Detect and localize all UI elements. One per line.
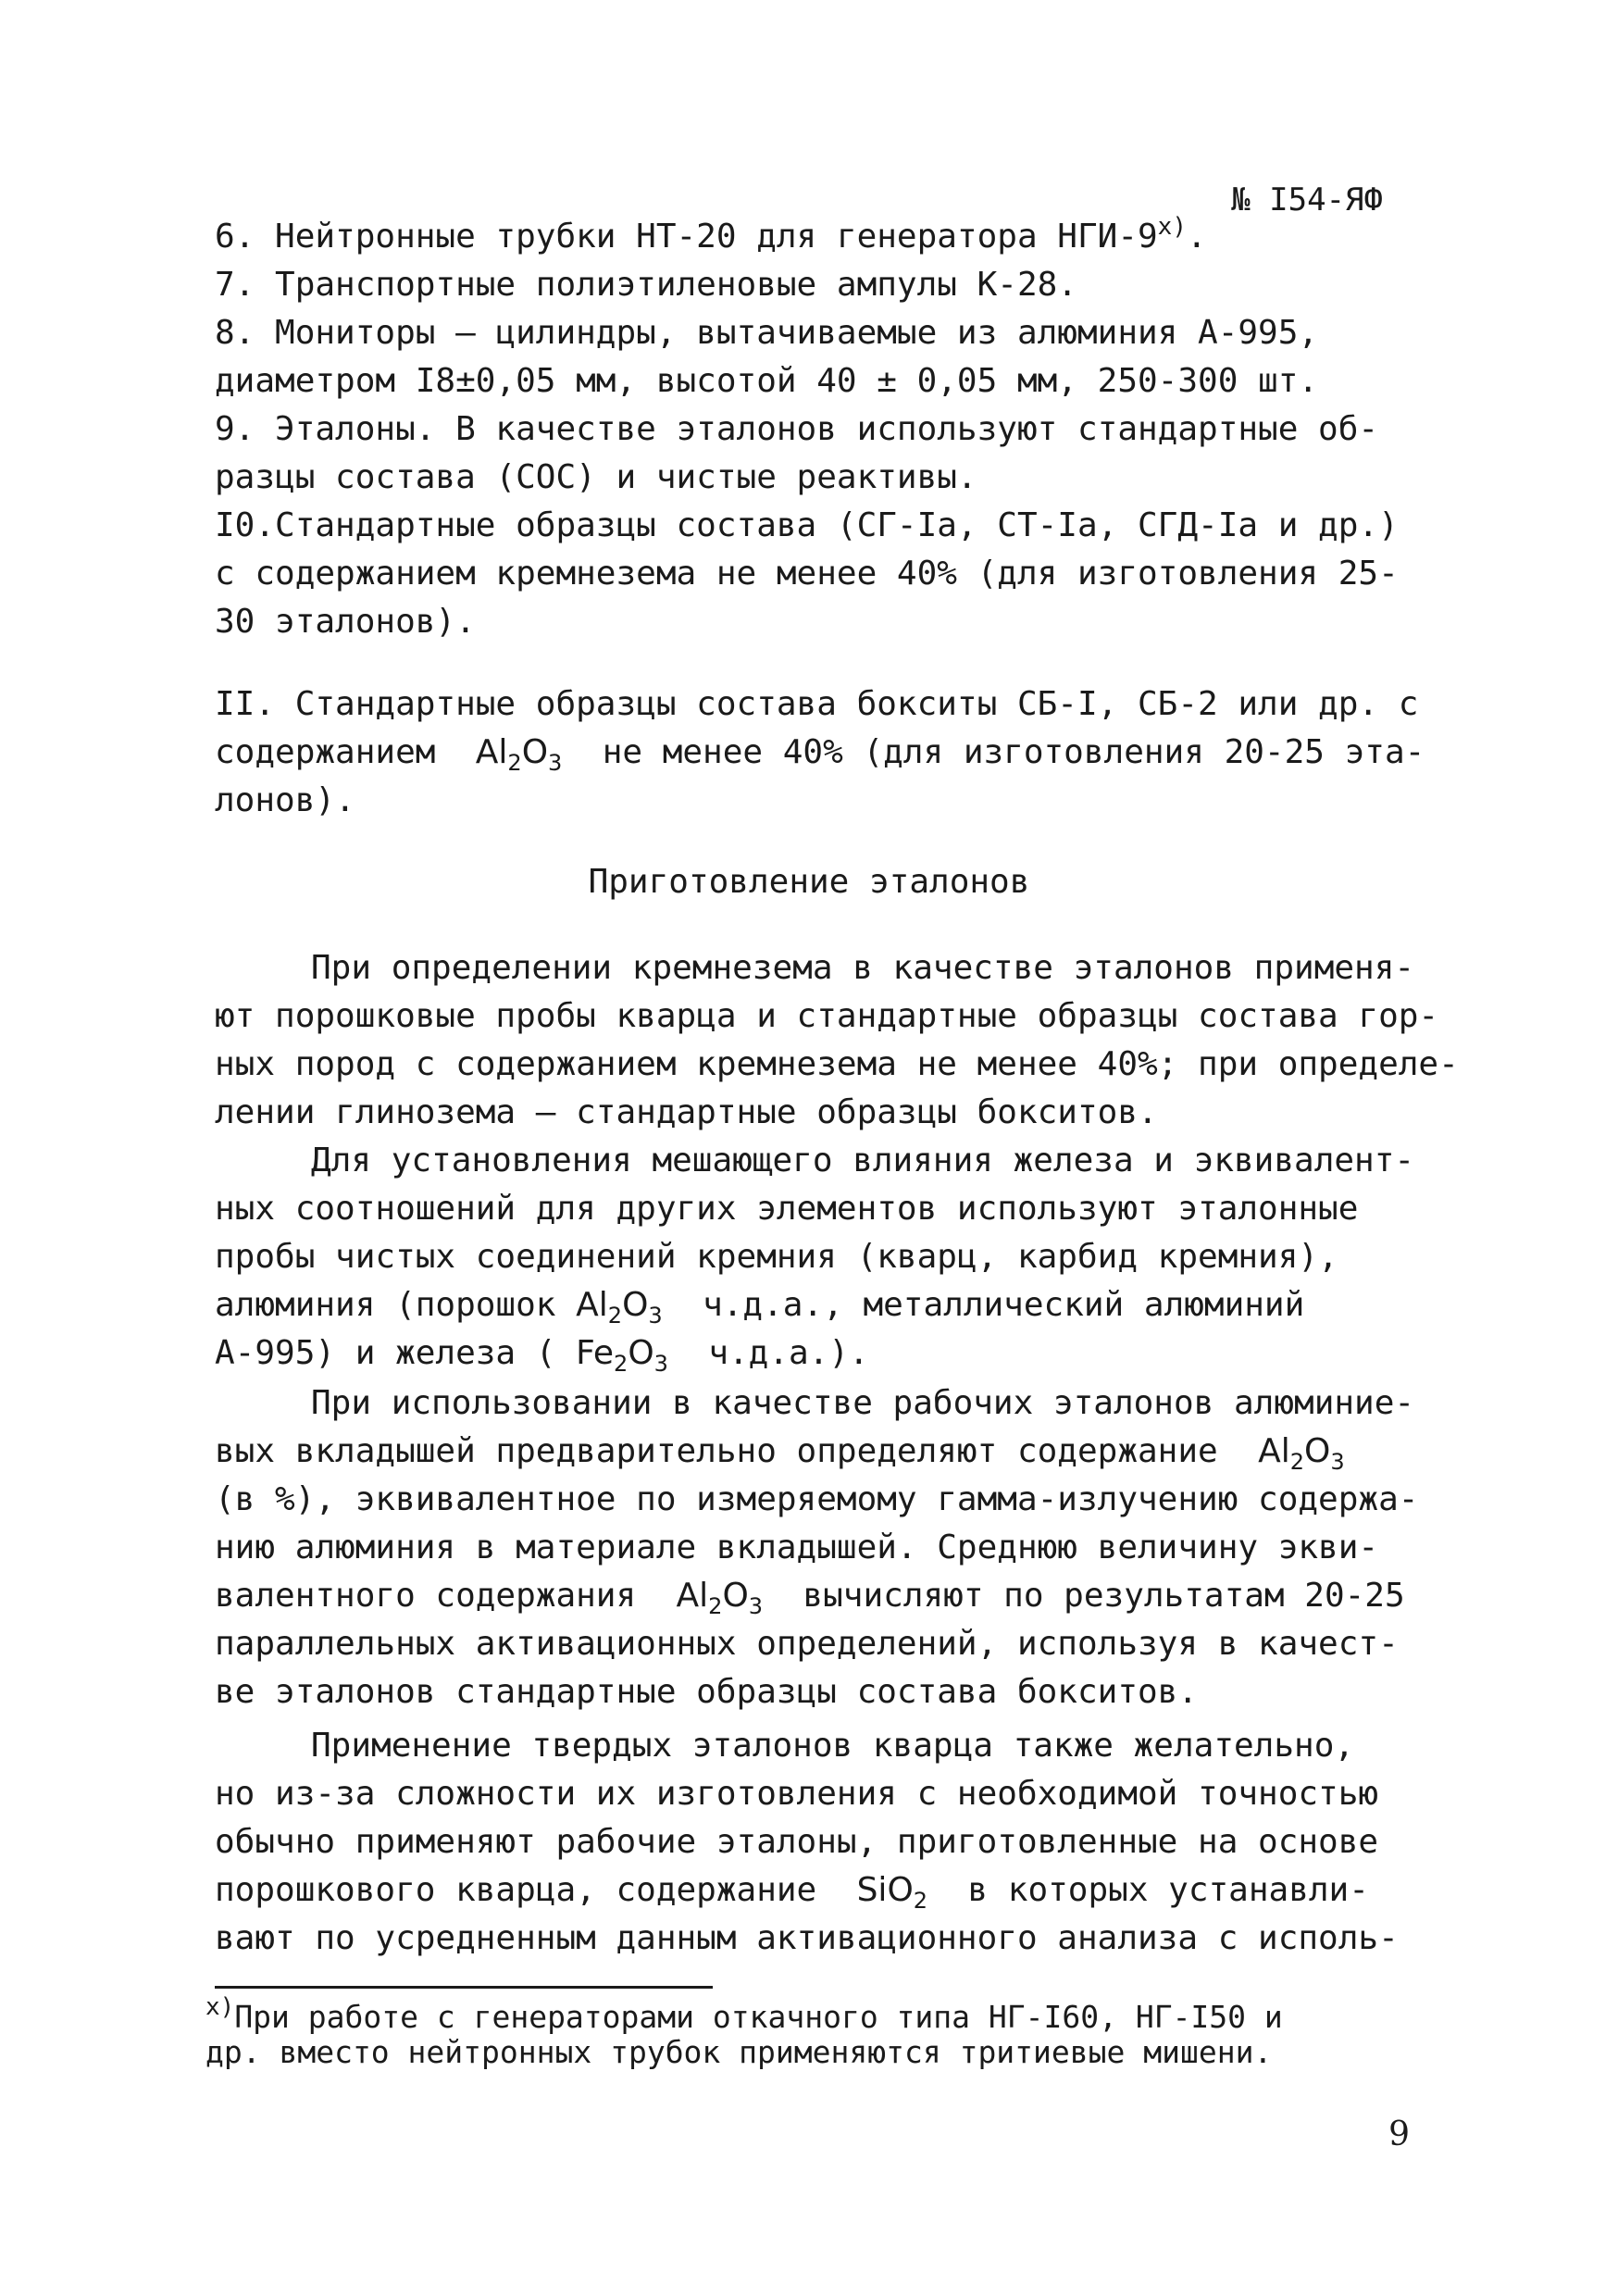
element-symbol: Al <box>576 1286 608 1324</box>
paragraph-line: При использовании в качестве рабочих эталонов алюминие- <box>311 1384 1415 1422</box>
element-symbol: Al <box>1258 1432 1290 1470</box>
paragraph-line <box>215 1866 1409 1915</box>
text-span: При работе с генераторами откачного типа НГ-I60, НГ-I50 и <box>234 1999 1283 2035</box>
paragraph-line <box>215 1329 1409 1378</box>
paragraph-line: ве эталонов стандартные образцы состава бокситов. <box>215 1673 1199 1711</box>
list-item-11 <box>215 680 1425 825</box>
paragraph-line: Для установления мешающего влияния железа и эквивалент- <box>311 1142 1415 1179</box>
paragraph-line <box>215 1281 1409 1329</box>
list-item-11-line <box>215 729 1425 777</box>
list-item-10-cont: с содержанием кремнезема не менее 40% (для изготовления 25- <box>215 555 1399 593</box>
text-span: вычисляют по результатам 20-25 <box>803 1577 1405 1615</box>
paragraph-line: вают по усредненным данным активационного анализа с исполь- <box>215 1919 1399 1957</box>
subscript: 2 <box>708 1593 723 1619</box>
list-item-10: I0.Стандартные образцы состава (СГ-Iа, СТ-Iа, СГД-Iа и др.) <box>215 506 1399 544</box>
paragraph-1 <box>215 944 1459 1137</box>
paragraph-line: ют порошковые пробы кварца и стандартные образцы состава гор- <box>215 997 1439 1035</box>
paragraph-line: Применение твердых эталонов кварца также желательно, <box>311 1727 1355 1765</box>
chemical-formula <box>856 1871 928 1914</box>
list-item-6 <box>215 213 1409 261</box>
element-symbol: O <box>722 1577 749 1615</box>
list-item-text: . <box>1186 218 1207 256</box>
list-item-11-line: лонов). <box>215 781 355 819</box>
paragraph-line <box>215 1428 1409 1476</box>
element-symbol: O <box>1303 1432 1331 1470</box>
list-item-text: 6. Нейтронные трубки НТ-20 для генератора НГИ-9 <box>215 218 1158 256</box>
text-span: ч.д.а.). <box>708 1334 869 1372</box>
paragraph-line: нию алюминия в материале вкладышей. Среднюю величину экви- <box>215 1529 1379 1566</box>
paragraph-line: но из-за сложности их изготовления с необходимой точностью <box>215 1775 1379 1813</box>
chemical-formula <box>576 1286 663 1329</box>
footnote-marker: x) <box>1157 213 1187 241</box>
element-symbol: Al <box>676 1577 709 1615</box>
element-symbol: O <box>628 1334 654 1372</box>
element-symbol: O <box>887 1871 914 1909</box>
paragraph-line: ных пород с содержанием кремнезема не менее 40%; при определе- <box>215 1045 1459 1083</box>
list-item-8-cont: диаметром I8±0,05 мм, высотой 40 ± 0,05 мм, 250-300 шт. <box>215 362 1319 400</box>
chemical-formula <box>475 733 563 776</box>
footnote <box>205 1993 1409 2070</box>
element-symbol: Fe <box>576 1334 615 1372</box>
paragraph-line <box>215 1572 1409 1620</box>
footnote-divider <box>215 1986 713 1989</box>
text-span: ч.д.а., металлический алюминий <box>703 1286 1305 1324</box>
text-span: А-995) и железа ( <box>215 1334 556 1372</box>
paragraph-line: ных соотношений для других элементов используют эталонные <box>215 1190 1359 1228</box>
text-span: алюминия (порошок <box>215 1286 556 1324</box>
document-number: № I54-ЯФ <box>1231 181 1383 218</box>
list-item-7: 7. Транспортные полиэтиленовые ампулы К-28. <box>215 266 1077 304</box>
paragraph-2 <box>215 1137 1415 1378</box>
paragraph-3 <box>215 1379 1419 1716</box>
subscript: 3 <box>548 750 563 776</box>
equipment-list <box>215 213 1409 646</box>
chemical-formula <box>1258 1432 1345 1475</box>
paragraph-line: лении глинозема – стандартные образцы бокситов. <box>215 1093 1158 1131</box>
chemical-formula <box>576 1334 668 1377</box>
subscript: 3 <box>1330 1449 1345 1475</box>
paragraph-line: При определении кремнезема в качестве эталонов применя- <box>311 949 1415 987</box>
subscript: 2 <box>1289 1449 1304 1475</box>
list-item-8: 8. Мониторы – цилиндры, вытачиваемые из алюминия А-995, <box>215 314 1319 352</box>
page-number: 9 <box>1388 2115 1410 2153</box>
subscript: 2 <box>913 1888 928 1914</box>
footnote-line: др. вместо нейтронных трубок применяются тритиевые мишени. <box>205 2034 1273 2070</box>
paragraph-4 <box>215 1722 1409 1963</box>
subscript: 3 <box>748 1593 764 1619</box>
list-item-11-line: II. Стандартные образцы состава бокситы СБ-I, СБ-2 или др. с <box>215 685 1419 723</box>
paragraph-line: параллельных активационных определений, используя в качест- <box>215 1625 1399 1663</box>
subscript: 2 <box>507 750 522 776</box>
list-item-9-cont: разцы состава (СОС) и чистые реактивы. <box>215 458 977 496</box>
footnote-marker: x) <box>205 1993 235 2021</box>
text-span: вых вкладышей предварительно определяют содержание <box>215 1432 1218 1470</box>
element-symbol: Si <box>856 1871 888 1909</box>
text-span: не менее 40% (для изготовления 20-25 эта- <box>602 733 1425 771</box>
element-symbol: O <box>521 733 549 771</box>
text-span: содержанием <box>215 733 436 771</box>
footnote-line <box>205 1993 1409 2035</box>
section-heading: Приготовление эталонов <box>588 863 1030 901</box>
subscript: 3 <box>648 1303 663 1329</box>
paragraph-line: обычно применяют рабочие эталоны, приготовленные на основе <box>215 1823 1379 1861</box>
subscript: 2 <box>607 1303 623 1329</box>
element-symbol: O <box>622 1286 649 1324</box>
subscript: 3 <box>653 1351 668 1377</box>
list-item-10-cont: 30 эталонов). <box>215 603 476 641</box>
chemical-formula <box>676 1577 764 1619</box>
paragraph-line: пробы чистых соединений кремния (кварц, карбид кремния), <box>215 1238 1338 1276</box>
text-span: порошкового кварца, содержание <box>215 1871 817 1909</box>
text-span: в которых устанавли- <box>967 1871 1369 1909</box>
paragraph-line: (в %), эквивалентное по измеряемому гамма-излучению содержа- <box>215 1480 1419 1518</box>
text-span: валентного содержания <box>215 1577 637 1615</box>
element-symbol: Al <box>475 733 508 771</box>
subscript: 2 <box>614 1351 629 1377</box>
list-item-9: 9. Эталоны. В качестве эталонов используют стандартные об- <box>215 410 1379 448</box>
